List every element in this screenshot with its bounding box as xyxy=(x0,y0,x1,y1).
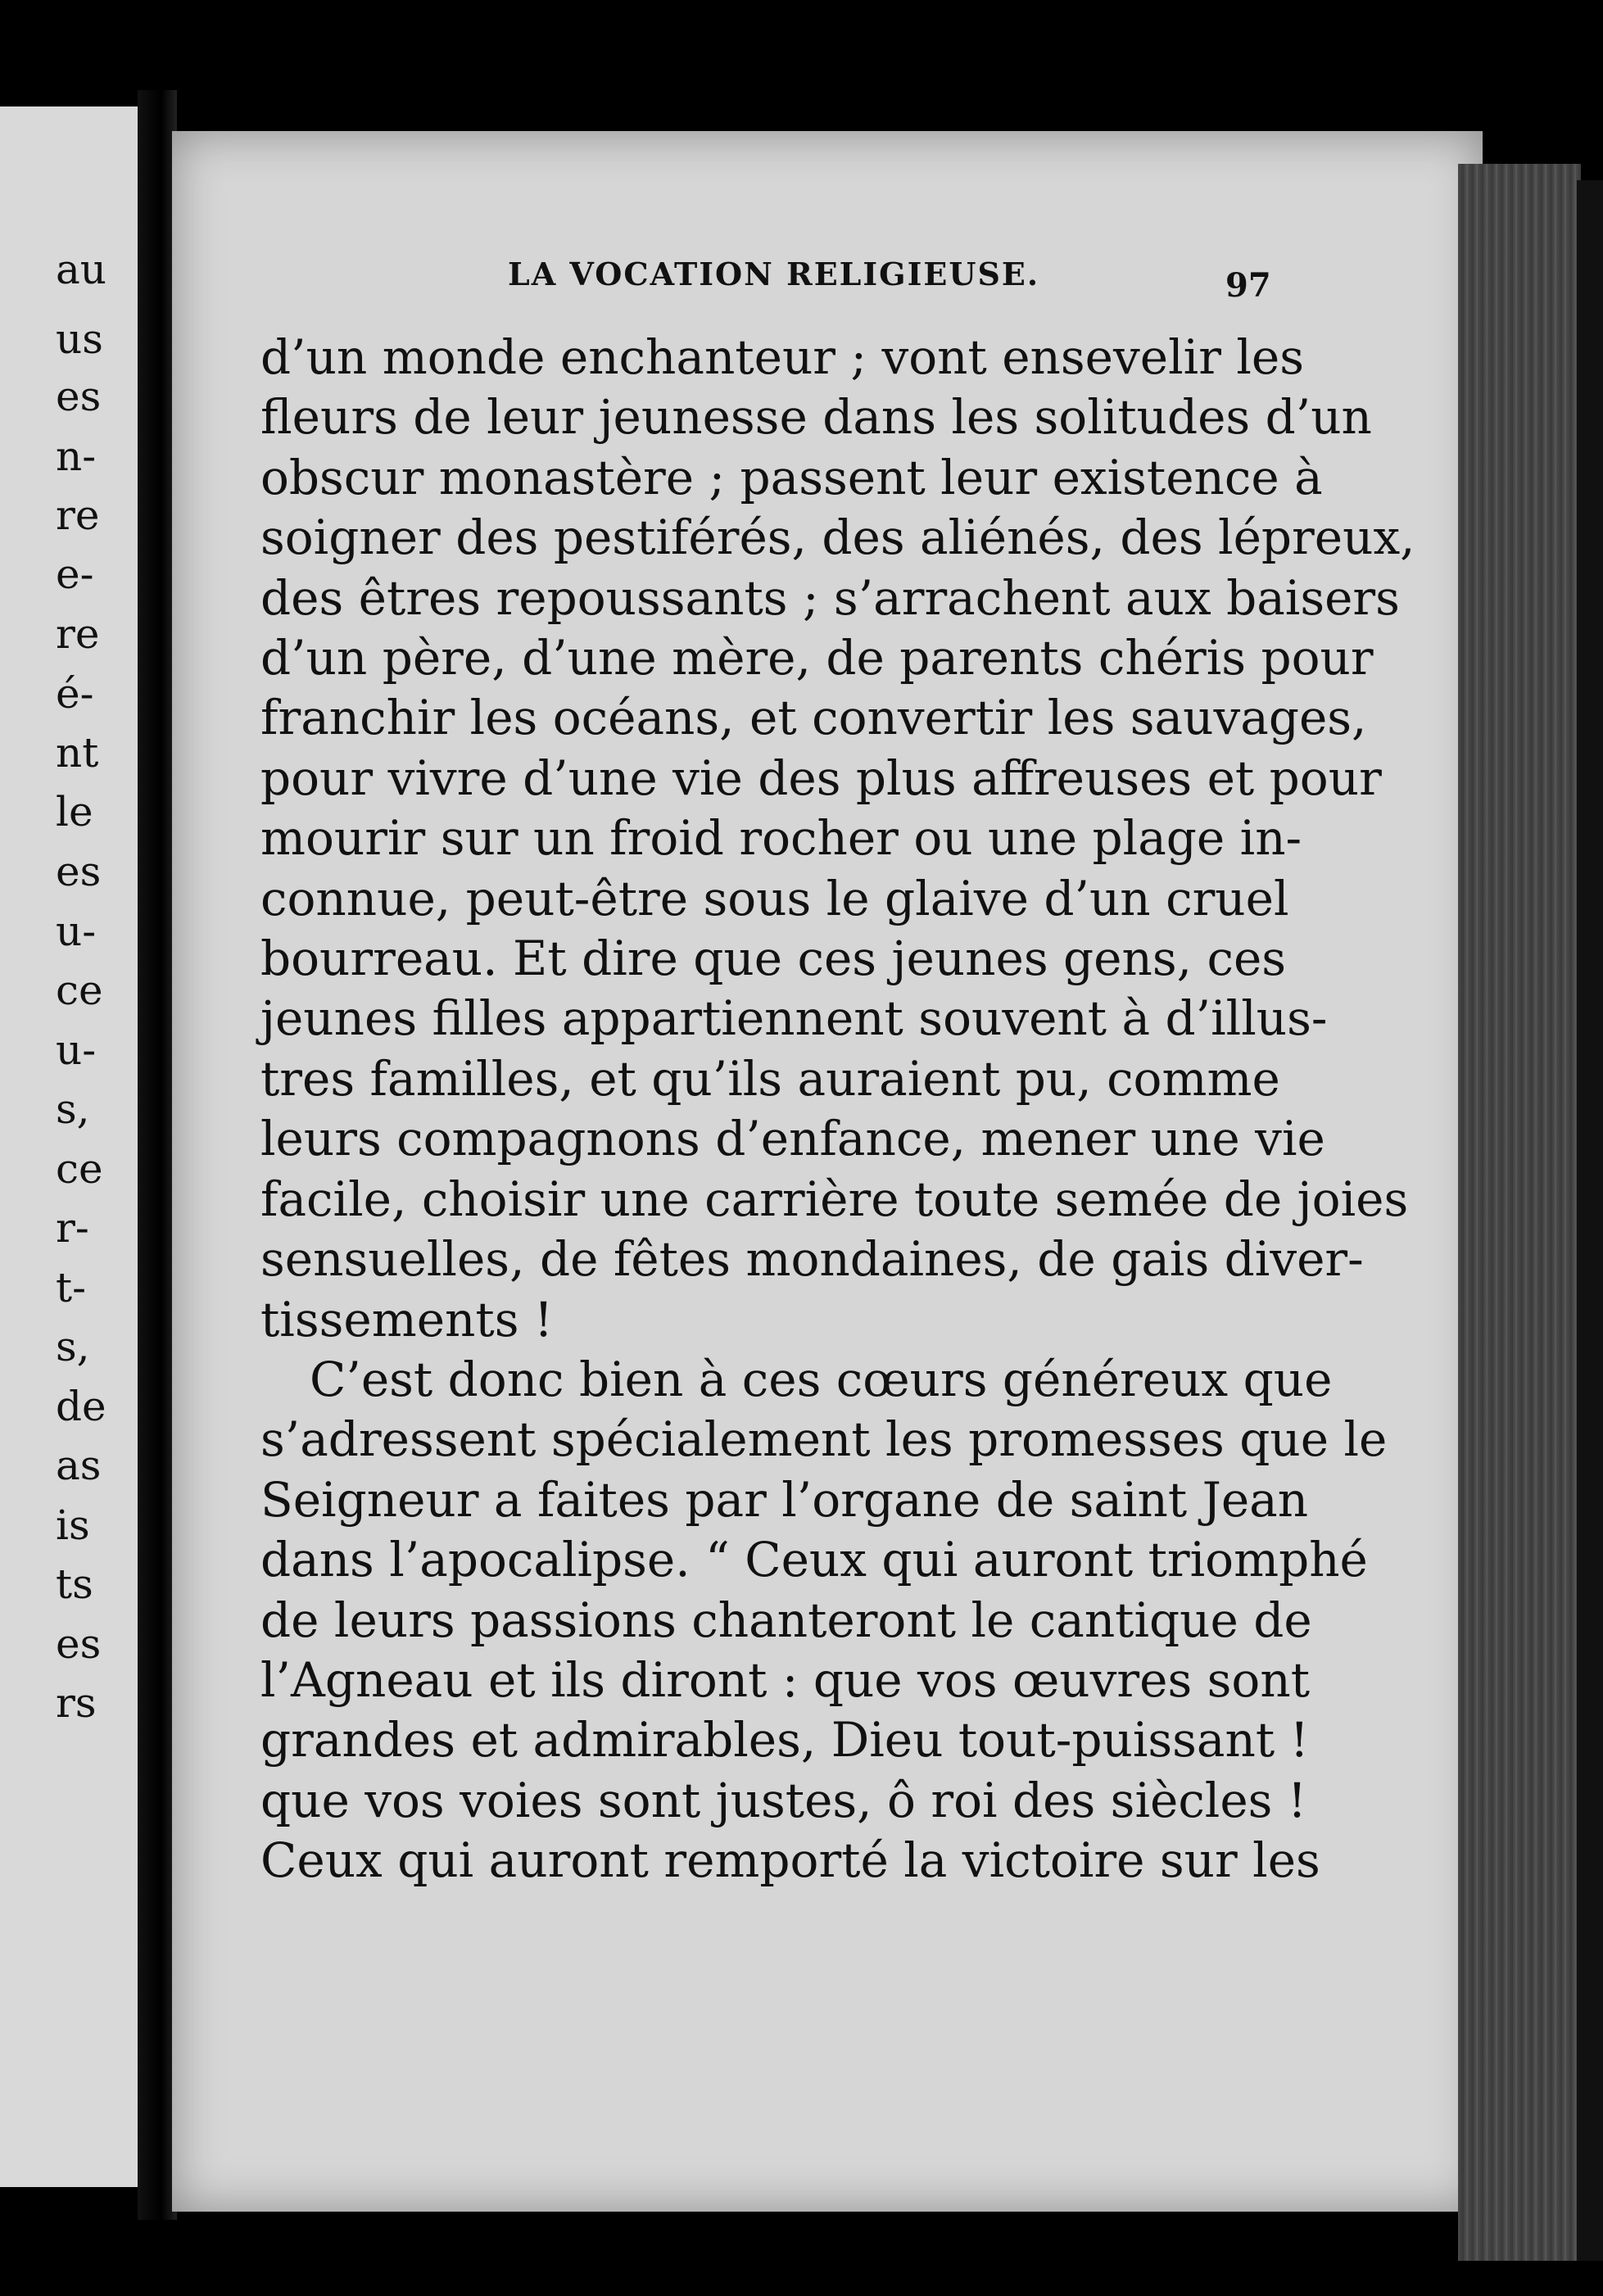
text-line: mourir sur un froid rocher ou une plage in- xyxy=(260,810,1302,867)
left-page-fragment: s, xyxy=(56,1323,90,1370)
left-page-fragment: é- xyxy=(56,670,94,718)
text-line: que vos voies sont justes, ô roi des siècles ! xyxy=(260,1772,1307,1828)
left-page-fragment: t- xyxy=(56,1264,86,1311)
text-line: grandes et admirables, Dieu tout-puissant ! xyxy=(260,1712,1309,1768)
text-line: d’un père, d’une mère, de parents chéris pour xyxy=(260,630,1374,686)
text-line: de leurs passions chanteront le cantique de xyxy=(260,1592,1312,1648)
text-line: dans l’apocalipse. “ Ceux qui auront triomphé xyxy=(260,1532,1368,1588)
left-page-fragment: nt xyxy=(56,729,99,777)
left-page-fragment: au xyxy=(56,246,107,293)
left-page-fragment: r- xyxy=(56,1204,89,1252)
text-line: des êtres repoussants ; s’arrachent aux baisers xyxy=(260,569,1400,626)
text-line: C’est donc bien à ces cœurs généreux que xyxy=(310,1351,1333,1407)
book-gutter xyxy=(138,90,177,2220)
page-number: 97 xyxy=(1225,266,1271,305)
left-page-fragment: es xyxy=(56,848,102,895)
text-line: fleurs de leur jeunesse dans les solitudes d’un xyxy=(260,389,1372,446)
page-block-edge xyxy=(1458,164,1581,2261)
left-page-fragment: re xyxy=(56,610,100,658)
left-page-fragment: u- xyxy=(56,1026,97,1074)
left-page-fragment: is xyxy=(56,1501,90,1549)
body-text xyxy=(260,328,1415,1891)
text-line: tissements ! xyxy=(260,1291,554,1347)
text-line: soigner des pestiférés, des aliénés, des lépreux, xyxy=(260,509,1415,566)
page-edge-border xyxy=(1577,180,1603,2261)
text-line: obscur monastère ; passent leur existence à xyxy=(260,449,1323,505)
text-line: s’adressent spécialement les promesses que le xyxy=(260,1411,1388,1468)
left-page-fragment: es xyxy=(56,1620,102,1668)
text-line: leurs compagnons d’enfance, mener une vie xyxy=(260,1111,1325,1167)
text-line: connue, peut-être sous le glaive d’un cruel xyxy=(260,870,1289,926)
text-line: jeunes filles appartiennent souvent à d’illus- xyxy=(260,990,1328,1047)
left-page-fragment: le xyxy=(56,788,93,836)
left-page-fragment: re xyxy=(56,491,100,539)
left-page-fragment: s, xyxy=(56,1085,90,1133)
left-page-fragment: es xyxy=(56,373,102,420)
text-line: d’un monde enchanteur ; vont ensevelir les xyxy=(260,329,1304,385)
left-page-fragment: e- xyxy=(56,550,94,598)
left-page-fragment: u- xyxy=(56,908,97,955)
text-line: tres familles, et qu’ils auraient pu, comme xyxy=(260,1050,1280,1107)
running-title: LA VOCATION RELIGIEUSE. xyxy=(508,256,1040,292)
text-line: Ceux qui auront remporté la victoire sur les xyxy=(260,1832,1320,1889)
left-page-fragment: ts xyxy=(56,1560,93,1608)
left-facing-page xyxy=(0,106,138,2187)
left-page-fragment: ce xyxy=(56,967,103,1014)
text-line: l’Agneau et ils diront : que vos œuvres sont xyxy=(260,1651,1311,1708)
left-page-fragment: ce xyxy=(56,1145,103,1193)
text-line: sensuelles, de fêtes mondaines, de gais diver- xyxy=(260,1231,1364,1288)
left-page-fragment: rs xyxy=(56,1679,97,1727)
text-line: pour vivre d’une vie des plus affreuses et pour xyxy=(260,749,1382,806)
text-line: Seigneur a faites par l’organe de saint Jean xyxy=(260,1471,1309,1528)
left-page-fragment: n- xyxy=(56,432,97,480)
text-line: franchir les océans, et convertir les sauvages, xyxy=(260,690,1367,746)
text-line: bourreau. Et dire que ces jeunes gens, ces xyxy=(260,931,1287,987)
text-line: facile, choisir une carrière toute semée de joies xyxy=(260,1171,1409,1227)
left-page-fragment: us xyxy=(56,315,103,363)
left-page-fragment: as xyxy=(56,1442,102,1489)
left-page-fragment: de xyxy=(56,1383,106,1430)
